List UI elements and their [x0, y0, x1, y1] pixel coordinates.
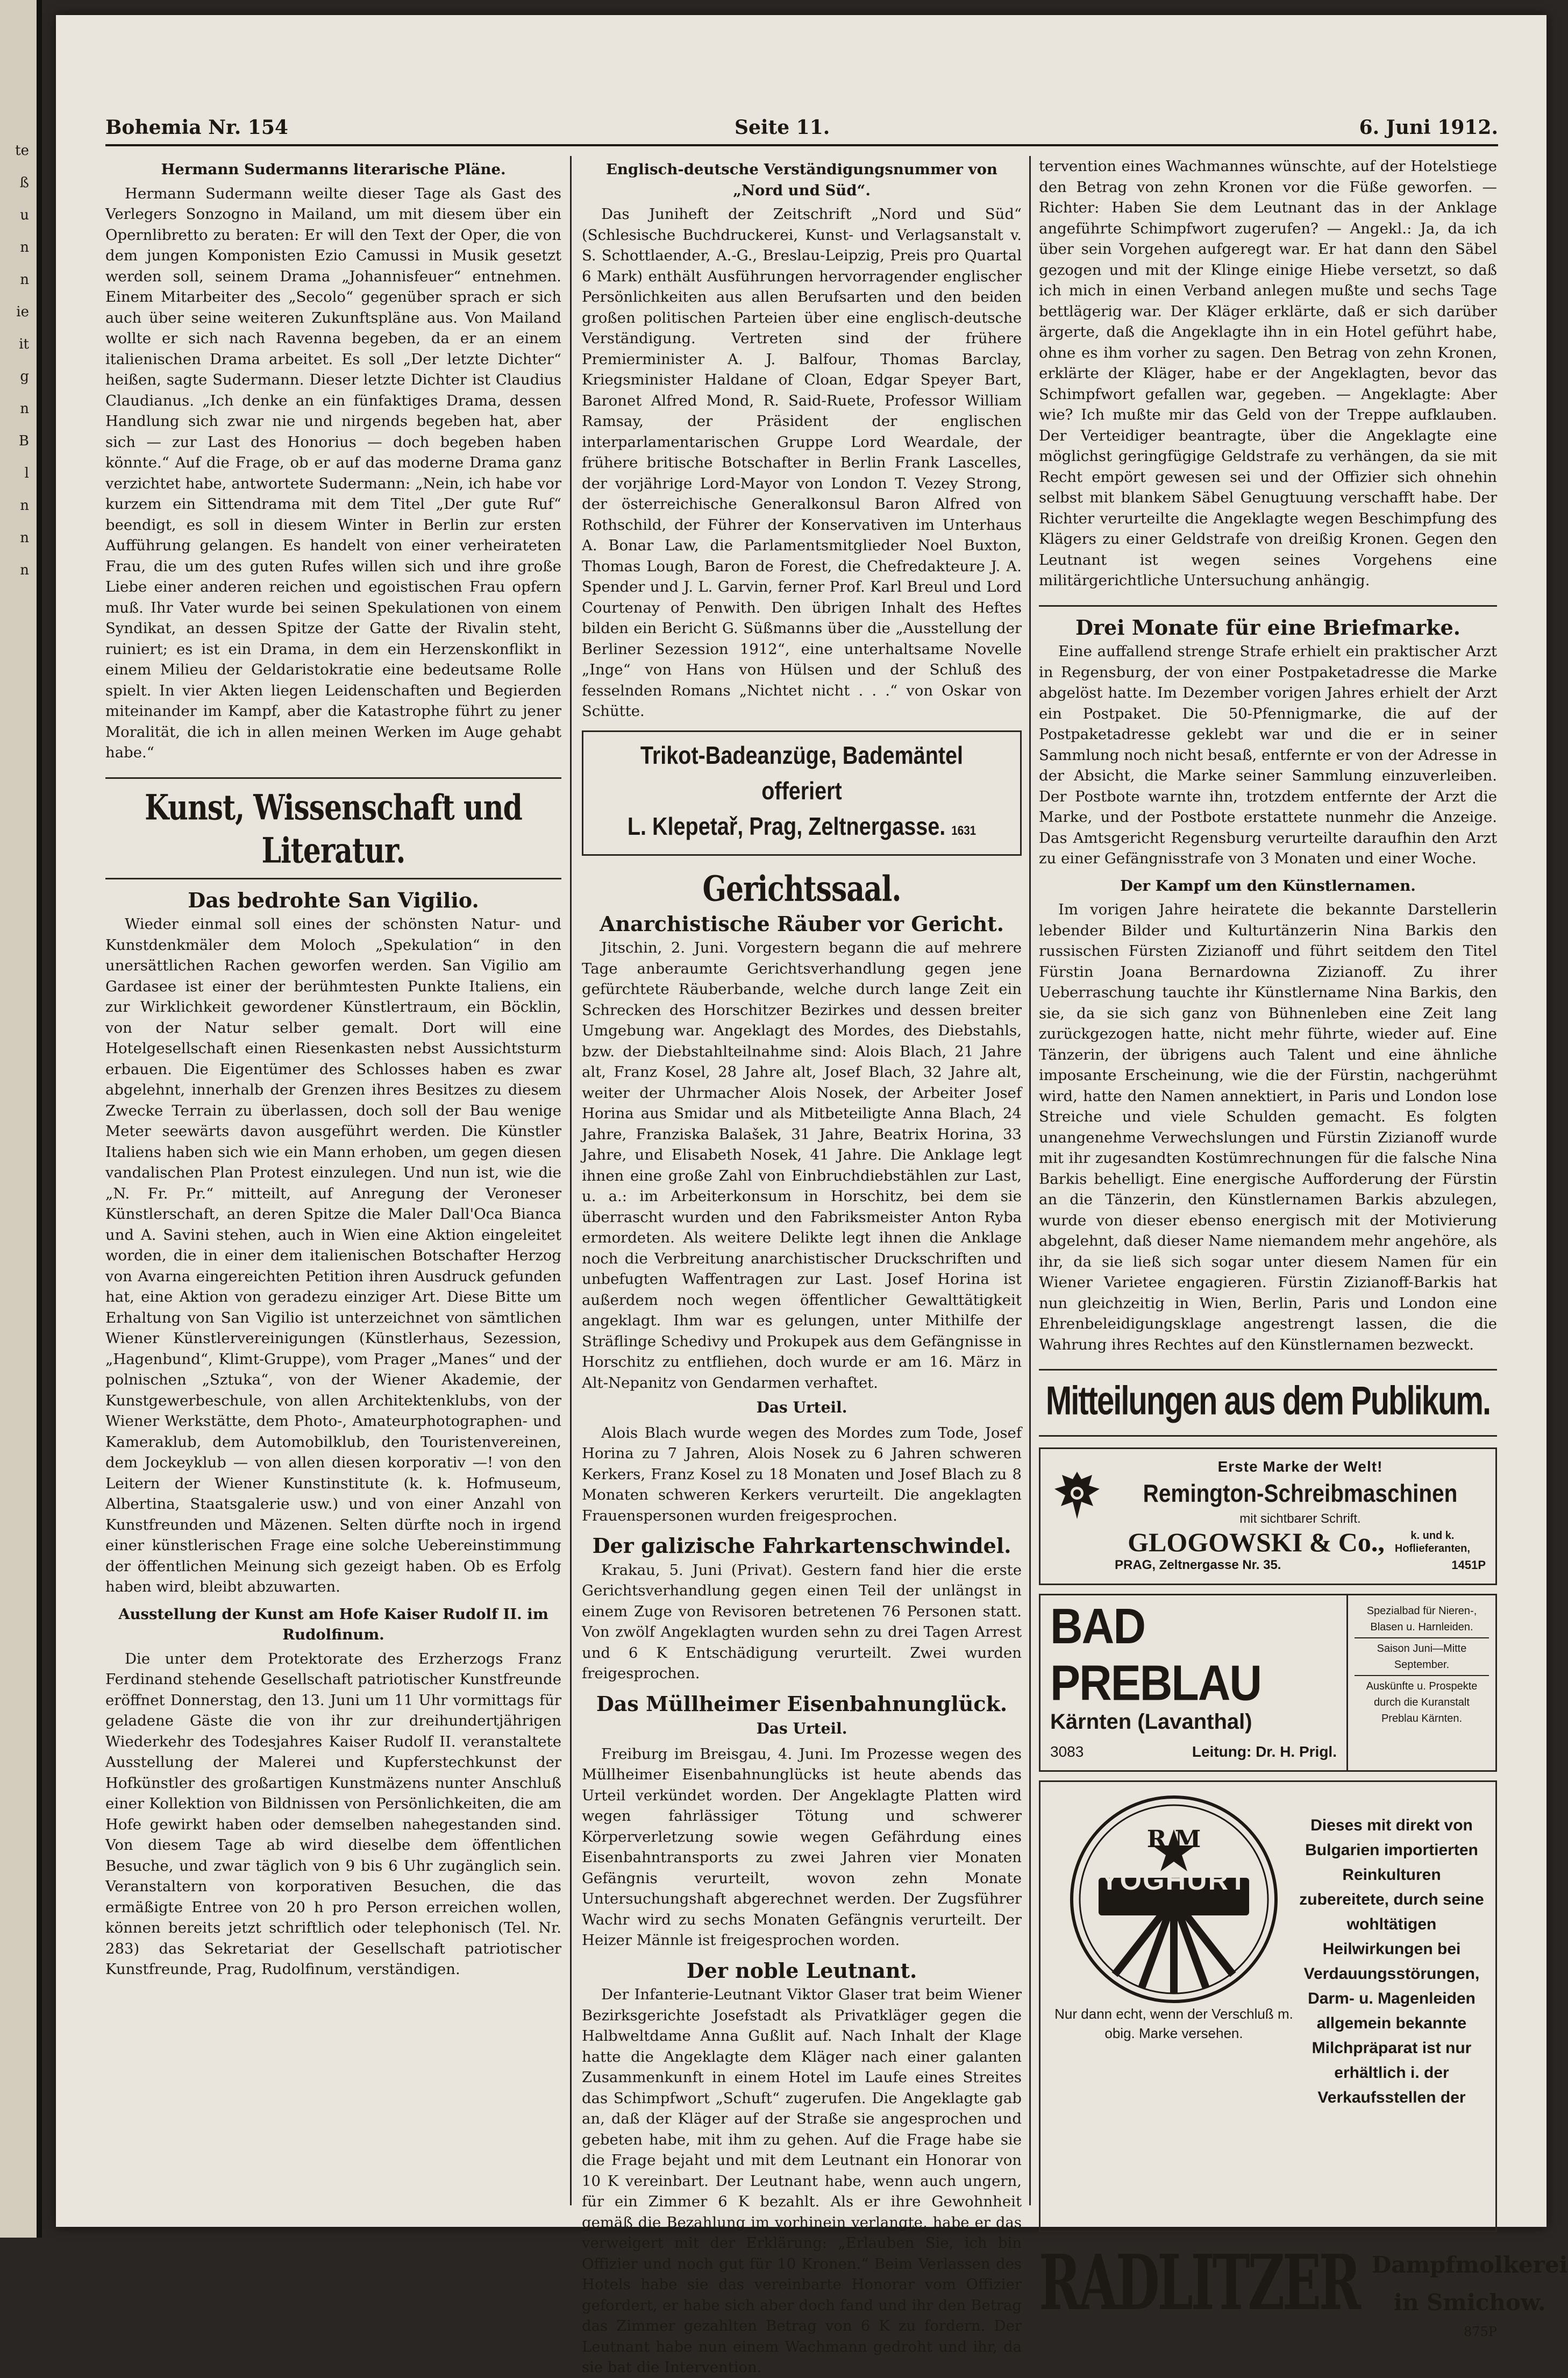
article-body: Der Infanterie-Leutnant Viktor Glaser trat beim Wiener Bezirksgerichte Josefstadt als Privatkläger gegen die Halbweltdame Anna Gußlit auf. Nach Inhalt der Klage hatte die Angeklagte dem Kläger nach einer galanten Zusammenkunft in einem Hotel im Laufe eines Streites das Schimpfwort „Schuft“ zugerufen. Die Angeklagte gab an, daß der Kläger auf der Straße sie angesprochen und gebeten habe, mit ihm zu gehen. Auf die Frage habe sie die Frage bejaht und mit dem Leutnant ein Honorar von 10 K vereinbart. Der Leutnant habe, wenn auch ungern, für ein Zimmer 6 K bezahlt. Als er ihre Gewohnheit gemäß die Bezahlung im vorhinein verlangte, habe er das verweigert mit der Erklärung: „Erlauben Sie, ich bin Offizier und noch gut für 10 Kronen.“ Beim Verlassen des Hotels habe sie das vereinbarte Honorar vom Offizier gefordert, er habe sich aber doch fand und ihr den Betrag das Zimmer gezahlten Betrag von 6 K zu fordern. Der Leutnant habe nun einem Wachmann gedroht und ihr, da sie bat die Intervention. [582, 1986, 1022, 2376]
article-title: Englisch-deutsche Verständigungsnummer von „Nord und Süd“. [606, 161, 997, 199]
ad-line [1115, 1529, 1486, 1555]
divider [105, 777, 561, 779]
ad-number: 1451P [1451, 1558, 1486, 1572]
previous-page-fragment: n [20, 239, 29, 255]
previous-page-fragment: it [19, 336, 29, 352]
preblau-side [1348, 1595, 1495, 1770]
article-body: Die unter dem Protektorate des Erzherzogs Franz Ferdinand stehende Gesellschaft patriotischer Kunstfreunde eröffnet Donnerstag, den 13. Juni um 11 Uhr vormittags für geladene Gäste die von ihr zur dreihundertjährigen Wiederkehr des Todesjahres Kaiser Rudolf II. veranstaltete Ausstellung der Malerei und Kupferstechkunst der Hofkünstler des großartigen Kunstmäzens nunter Anschluß einer Kollektion von Bildnissen von Persönlichkeiten, die am Hofe gewirkt haben oder demselben nahegestanden sind. Von diesem Tage ab wird dieselbe dem öffentlichen Besuche, und zwar täglich von 9 bis 6 Uhr zugänglich sein. Veranstaltern von korporativen Besuchen, die das ermäßigte Entree von 20 h pro Person erreichen wollen, können bereits jetzt schriftlich oder telephonisch (Tel. Nr. 283) das Sekretariat der Gesellschaft patriotischer Kunstfreunde, Prag, Rudolfinum, verständigen. [105, 1650, 561, 1978]
ad-line: Auskünfte u. Prospekte durch die Kuranstalt Preblau Kärnten. [1366, 1680, 1478, 1724]
article-title: Der galizische Fahrkartenschwindel. [592, 1534, 1011, 1558]
previous-page-fragment: ß [19, 175, 29, 191]
advertisement-preblau [1039, 1594, 1497, 1772]
previous-page-fragment: n [20, 530, 29, 546]
divider [105, 878, 561, 879]
section-heading: Gerichtssaal. [702, 868, 901, 909]
ad-line: Erste Marke der Welt! [1217, 1458, 1383, 1475]
article-title: Drei Monate für eine Briefmarke. [1075, 615, 1460, 640]
previous-page-fragment: n [20, 498, 29, 514]
page-header [105, 107, 1498, 146]
previous-page-edge [0, 0, 42, 2238]
section-heading: Mitteilungen aus dem Publikum. [1045, 1378, 1491, 1424]
previous-page-fragment: ie [16, 304, 29, 320]
header-center: Seite 11. [735, 116, 830, 139]
article-body: Eine auffallend strenge Strafe erhielt ein praktischer Arzt in Regensburg, der von einer Postpaketadresse die Marke abgelöst hatte. Im Dezember vorigen Jahres erhielt der Arzt ein Postpaket. Die 50-Pfennigmarke, die auf der Postpaketadresse geklebt war und die er in seiner Sammlung noch nicht besaß, entfernte er von der Adresse in der Absicht, die Marke seiner Sammlung einzuverleiben. Der Postbote warnte ihn, trotzdem entfernte der Arzt die Marke, und der Postbote erstattete nunmehr die Anzeige. Das Amtsgericht Regensburg verurteilte daraufhin den Arzt zu einer Gefängnisstrafe von 3 Monaten und einer Woche. [1039, 643, 1497, 867]
ad-number: 875P [1464, 2324, 1497, 2339]
yoghurt-logo-area [1050, 1792, 1298, 2221]
header-right: 6. Juni 1912. [1359, 116, 1498, 139]
article-title: Der Kampf um den Künstlernamen. [1120, 877, 1416, 895]
column-1 [105, 156, 561, 2205]
previous-page-fragment: l [24, 465, 29, 481]
column-2 [582, 156, 1022, 2376]
ad-line: Spezialbad für Nieren-, Blasen u. Harnleiden. [1355, 1601, 1489, 1638]
ad-text: Dieses mit direkt von Bulgarien importierten Reinkulturen zubereitete, durch seine wohltätigen Heilwirkungen bei Verdauungsstörungen, Darm- u. Magenleiden allgemein bekannte Milchpräparat ist nur erhältlich i. der Verkaufsstellen der [1299, 1816, 1484, 2106]
divider [1039, 1369, 1497, 1371]
article-title: Anarchistische Räuber vor Gericht. [600, 911, 1004, 936]
ad-line: in Smichow. [1393, 2289, 1546, 2316]
ad-company: GLOGOWSKI & Co., [1128, 1527, 1385, 1557]
ad-line: mit sichtbarer Schrift. [1239, 1511, 1361, 1526]
article-body: Freiburg im Breisgau, 4. Juni. Im Prozesse wegen des Müllheimer Eisenbahnunglücks ist heute abends das Urteil verkündet worden. Der Angeklagte Platten wird wegen fahrlässiger Tötung und schwerer Körperverletzung sowie wegen Gefährdung eines Eisenbahntransports zu zwei Jahren vier Monaten Gefängnis verurteilt, wovon zehn Monate Untersuchungshaft abgerechnet werden. Der Zugsführer Wachr wird zu sechs Monaten Gefängnis verurteilt. Der Heizer Männle ist freigesprochen worden. [582, 1745, 1022, 1949]
ad-line: Kärnten (Lavanthal) [1050, 1709, 1252, 1734]
column-rule [1029, 156, 1031, 2205]
ad-footer [1050, 1742, 1337, 1763]
yoghurt-brand: YOGHURT [1100, 1865, 1248, 1896]
article-subtitle: Das Urteil. [756, 1399, 847, 1416]
column-rule [570, 156, 572, 2205]
article-title: Das Müllheimer Eisenbahnunglück. [596, 1691, 1008, 1716]
radlitzer-line [1039, 2239, 1568, 2328]
article-subtitle: Das Urteil. [756, 1720, 847, 1737]
ad-line: Leitung: Dr. H. Prigl. [1192, 1743, 1337, 1760]
ad-line [622, 808, 982, 849]
previous-page-fragment: n [20, 401, 29, 417]
column-3 [1039, 156, 1568, 2339]
previous-page-fragment: n [20, 272, 29, 288]
header-left: Bohemia Nr. 154 [105, 116, 288, 139]
article-body: Wieder einmal soll eines der schönsten Natur- und Kunstdenkmäler dem Moloch „Spekulation“ in den unersättlichen Rachen geworfen werden. San Vigilio am Gardasee ist einer der berühmtesten Punkte Italiens, ein zur Wirklichkeit gewordener Künstlertraum, ein Böcklin, von der Natur selber gemalt. Dort will eine Hotelgesellschaft einen Riesenkasten nebst Aussichtsturm erbauen. Die Eigentümer des Schlosses haben es zwar abgelehnt, innerhalb der Grenzen ihres Besitzes zu diesem Zwecke Terrain zu überlassen, doch soll der Bau wenige Meter seewärts davon ausgeführt werden. Die Künstler Italiens haben sich wie ein Mann erhoben, um gegen diesen vandalischen Plan Protest einzulegen. Und nun ist, wie die „N. Fr. Pr.“ mitteilt, auf Anregung der Veroneser Künstlerschaft, an deren Spitze die Maler Dall'Oca Bianca und A. Savini stehen, auch in Wien eine Aktion eingeleitet worden, die in einer dem italienischen Botschafter Herzog von Avarna eingereichten Petition ihren Ausdruck gefunden hat, eine Aktion von geradezu einziger Art. Diese Bitte um Erhaltung von San Vigilio ist unterzeichnet von sämtlichen Wiener Künstlervereinigungen (Künstlerhaus, Sezession, „Hagenbund“, Klimt-Gruppe), vom Prager „Manes“ und der polnischen „Sztuka“, von der Wiener Akademie, der Kunstgewerbeschule, von allen Architektenklubs, von der Wiener Werkstätte, dem Photo-, Amateurphotographen- und Kameraklub, dem Automobilklub, den Touristenvereinen, dem Jockeyklub — von allen diesen korporativ —! von den Leitern der Wiener Kunstinstitute (k. k. Hofmuseum, Albertina, Staatsgalerie usw.) und von einer Anzahl von Kunstfreunden und Mäzenen. Selten dürfte noch in irgend einer künstlerischen Frage eine solche Uebereinstimmung der öffentlichen Meinung sich gezeigt haben. Ob es Erfolg haben wird, bleibt abzuwarten. [105, 915, 561, 1595]
section-heading: Kunst, Wissenschaft und Literatur. [145, 786, 522, 871]
ad-address: PRAG, Zeltnergasse Nr. 35. [1115, 1558, 1281, 1572]
advertisement-remington [1039, 1447, 1497, 1585]
ad-line-text: L. Klepetař, Prag, Zeltnergasse. [627, 812, 946, 840]
ad-caption: Nur dann echt, wenn der Verschluß m. obig. Marke versehen. [1054, 2005, 1293, 2041]
advertisement-yoghurt [1039, 1780, 1497, 2232]
ad-number: 1631 [951, 823, 977, 838]
yoghurt-logo-icon [1066, 1792, 1281, 2007]
article-title: Ausstellung der Kunst am Hofe Kaiser Rudolf II. im Rudolfinum. [118, 1605, 548, 1643]
advertisement-trikot [582, 730, 1022, 856]
ad-line-group [1372, 2246, 1568, 2322]
article-title: Der noble Leutnant. [686, 1958, 917, 1983]
ad-line [1115, 1555, 1486, 1576]
ad-line: k. und k. Hoflieferanten, [1394, 1530, 1470, 1554]
ad-title: BAD PREBLAU [1050, 1598, 1261, 1710]
eagle-emblem-icon [1050, 1467, 1104, 1532]
preblau-main [1040, 1595, 1348, 1770]
yoghurt-rm: R M [1146, 1825, 1201, 1853]
article-body: Alois Blach wurde wegen des Mordes zum Tode, Josef Horina zu 7 Jahren, Alois Nosek zu 6 Jahren schweren Kerkers, Franz Kosel zu 18 Monaten und Josef Blach zu 8 Monaten schweren Kerkers verurteilt. Die angeklagten Frauenspersonen wurden freigesprochen. [582, 1424, 1022, 1524]
article-body: Im vorigen Jahre heiratete die bekannte Darstellerin lebender Bilder und Kulturtänzerin Nina Barkis den russischen Fürsten Zizianoff und führt seitdem den Titel Fürstin Joana Bernardowna Zizianoff. Zu ihrer Ueberraschung tauchte ihr Künstlername Nina Barkis, den sie, da sie sich ganz von Bühnenleben eine Zeit lang zurückgezogen hatte, nicht mehr führte, wieder auf. Eine Tänzerin, der übrigens auch Talent und eine ähnliche imposante Erscheinung, wie die der Fürstin, nachgerühmt wird, hatte den Namen annektiert, in Paris und London lose Streiche und viele Schulden gemacht. Es folgten unangenehme Verwechslungen und Fürstin Zizianoff wurde mit ihr zugesandten Kostümrechnungen für die falsche Nina Barkis behelligt. Eine energische Aufforderung der Fürstin an die Tänzerin, den Künstlernamen Barkis abzulegen, wurde von dieser ebenso energisch mit der Motivierung abgelehnt, daß dieser Name niemandem mehr angehöre, als ihr, da sie ließ sich sogar unter diesem Namen für ein Wiener Varietee engagieren. Fürstin Zizianoff-Barkis hat nun gleichzeitig in Wien, Berlin, Paris und London eine Ehrenbeleidigungsklage angestrengt lassen, die die Wahrung ihres Rechtes auf den Künstlernamen bezweckt. [1039, 901, 1497, 1353]
ad-line: Dampfmolkerei [1371, 2251, 1568, 2278]
divider [1039, 1435, 1497, 1437]
ad-title: RADLITZER [1039, 2239, 1359, 2328]
newspaper-page [56, 15, 1568, 2376]
previous-page-fragment: u [20, 207, 29, 223]
article-body: Hermann Sudermann weilte dieser Tage als Gast des Verlegers Sonzogno in Mailand, um mit diesem über ein Opernlibretto zu beraten: Er will den Text der Oper, die von dem jungen Komponisten Ezio Camussi in Musik gesetzt werden soll, seinem Drama „Johannisfeuer“ entnehmen. Einem Mitarbeiter des „Secolo“ gegenüber sprach er sich auch über seine weiteren Zukunftspläne aus. Von Mailand wollte er sich nach Ravenna begeben, da er an einem italienischen Drama arbeitet. Es soll „Der letzte Dichter“ heißen, sagte Sudermann. Dieser letzte Dichter ist Claudius Claudianus. „Ich denke an ein fünfaktiges Drama, dessen Handlung sich zwar nie und nirgends begeben hat, aber sich — zur Last des Honorius — doch begeben haben könnte.“ Auf die Frage, ob er auf das moderne Drama ganz verzichtet habe, antwortete Sudermann: „Nein, ich habe vor kurzem ein Sittendrama mit dem Titel „Der gute Ruf“ beendigt, es soll in diesem Winter in Berlin zur ersten Aufführung gelangen. Es handelt von einer verheirateten Frau, die um des guten Rufes willen sich und ihre große Liebe einer anderen reichen und egoistischen Frau opfern muß. Ihr Vater wurde bei seinen Spekulationen von einem Syndikat, an dessen Spitze der Gatte der Rivalin steht, ruiniert; es ist ein Drama, in dem ein Herzenskonflikt in einem Milieu der Geldaristokratie eine bedeutsame Rolle spielt. In vier Akten liegen Leidenschaften und Begierden miteinander im Kampf, aber die Katastrophe führt zu jener Moralität, die ich in allen meinen Werken im Auge gehabt habe.“ [105, 184, 561, 761]
article-body: Krakau, 5. Juni (Privat). Gestern fand hier die erste Gerichtsverhandlung gegen einen Teil der unlängst in einem Zuge von Revisoren betretenen 76 Personen statt. Von zwölf Angeklagten wurden sehn zu drei Tagen Arrest und 6 K Entschädigung verurteilt. Zwei wurden freigesprochen. [582, 1561, 1022, 1682]
ad-line: Remington-Schreibmaschinen [1143, 1479, 1458, 1507]
previous-page-fragment: n [20, 562, 29, 578]
article-body: Das Juniheft der Zeitschrift „Nord und Süd“ (Schlesische Buchdruckerei, Kunst- und Verlagsanstalt v. S. Schottlaender, A.-G., Breslau-Leipzig, Preis pro Quartal 6 Mark) enthält Ausführungen hervorragender englischer Persönlichkeiten aus allen Berufsarten und den beiden großen politischen Parteien über eine englisch-deutsche Verständigung. Vertreten sind der frühere Premierminister A. J. Balfour, Thomas Barclay, Kriegsminister Haldane of Cloan, Edgar Speyer Bart, Baronet Alfred Mond, R. Said-Ruete, Professor William Ramsay, der Präsident der englischen interparlamentarischen Gruppe Lord Weardale, der frühere britische Botschafter in Berlin Frank Lascelles, der vorjährige Lord-Mayor von London T. Vezey Strong, der österreichische Generalkonsul Baron Alfred von Rothschild, der Führer der Konservativen im Unterhaus A. Bonar Law, die Parlamentsmitglieder Noel Buxton, Thomas Lough, Baron de Forest, die Chefredakteure J. A. Spender und J. L. Garvin, ferner Prof. Karl Breul und Lord Courtenay of Penwith. Den übrigen Inhalt des Heftes bilden ein Bericht G. Süßmanns über die „Ausstellung der Berliner Sezession 1912“, eine unterhaltsame Novelle „Inge“ von Hans von Hülsen und der Schluß des fesselnden Romans „Nichtet nicht . . .“ von Oskar von Schütte. [582, 205, 1022, 720]
previous-page-fragment: te [15, 143, 29, 159]
ad-line: Trikot-Badeanzüge, Bademäntel offeriert [640, 741, 964, 805]
article-title: Hermann Sudermanns literarische Pläne. [161, 161, 506, 178]
divider [1039, 605, 1497, 607]
previous-page-fragment: g [20, 368, 29, 385]
article-title: Das bedrohte San Vigilio. [188, 888, 479, 912]
ad-line: Saison Juni—Mitte September. [1355, 1638, 1489, 1676]
previous-page-fragment: B [18, 433, 29, 449]
remington-text [1115, 1457, 1486, 1576]
article-body: tervention eines Wachmannes wünschte, auf der Hotelstiege den Betrag von zehn Kronen vor die Füße geworfen. — Richter: Haben Sie dem Leutnant das in der Anklage angeführte Schimpfwort zugerufen? — Angekl.: Ja, da ich über sein Vorgehen aufgeregt war. Er hat dann den Säbel gezogen und mit der Klinge einige Hiebe versetzt, so daß ich mich in einen Verband anlegen mußte und sechs Tage bettlägerig war. Der Kläger erklärte, daß er sich darüber ärgerte, daß die Angeklagte ihn in ein Hotel geführt habe, ohne es ihm vorher zu sagen. Den Betrag von zehn Kronen, erklärte der Kläger, habe er der Angeklagten, bevor das Schimpfwort gefallen war, gegeben. — Angeklagte: Aber wie? Ich mußte mir das Geld von der Treppe aufklauben. Der Verteidiger beantragte, über die Angeklagte eine möglichst geringfügige Geldstrafe zu verhängen, da sie mit Recht empört gewesen sei und der Offizier sich ohnehin selbst mit blankem Säbel Genugtuung verschafft habe. Der Richter verurteilte die Angeklagte wegen Beschimpfung des Klägers zu einer Geldstrafe von dreißig Kronen. Gegen den Leutnant ist wegen seines Vorgehens eine militärgerichtliche Untersuchung anhängig. [1039, 158, 1497, 589]
article-body: Jitschin, 2. Juni. Vorgestern begann die auf mehrere Tage anberaumte Gerichtsverhandlung gegen jene gefürchtete Räuberbande, welche durch lange Zeit ein Schrecken des Horschitzer Bezirkes und dessen breiter Umgebung war. Angeklagt des Mordes, des Diebstahls, bzw. der Diebstahlteilnahme sind: Alois Blach, 21 Jahre alt, Franz Kosel, 28 Jahre alt, Josef Blach, 32 Jahre alt, weiter der Uhrmacher Alois Nosek, der Arbeiter Josef Horina aus Smidar und als Mitbeteiligte Anna Blach, 24 Jahre, Franziska Balašek, 31 Jahre, Beatrix Horina, 33 Jahre, und Elisabeth Nosek, 41 Jahre. Die Anklage legt ihnen eine große Zahl von Einbruchdiebstählen zur Last, u. a.: im Arbeiterkonsum in Horschitz, bei dem sie überrascht wurden und den Fabriksmeister Anton Ryba ermordeten. Als weitere Delikte legt ihnen die Anklage noch die Verbreitung anarchistischer Druckschriften und unbefugten Waffentragen zur Last. Josef Horina ist außerdem noch wegen öffentlicher Gewalttätigkeit angeklagt. Ihm war es gelungen, unter Mithilfe der Sträflinge Schedivy und Prokupek aus dem Gefängnisse in Horschitz zu entfliehen, doch wurde er am 16. März in Alt-Nepanitz von Gendarmen verhaftet. [582, 939, 1022, 1392]
ad-number: 3083 [1050, 1743, 1084, 1760]
